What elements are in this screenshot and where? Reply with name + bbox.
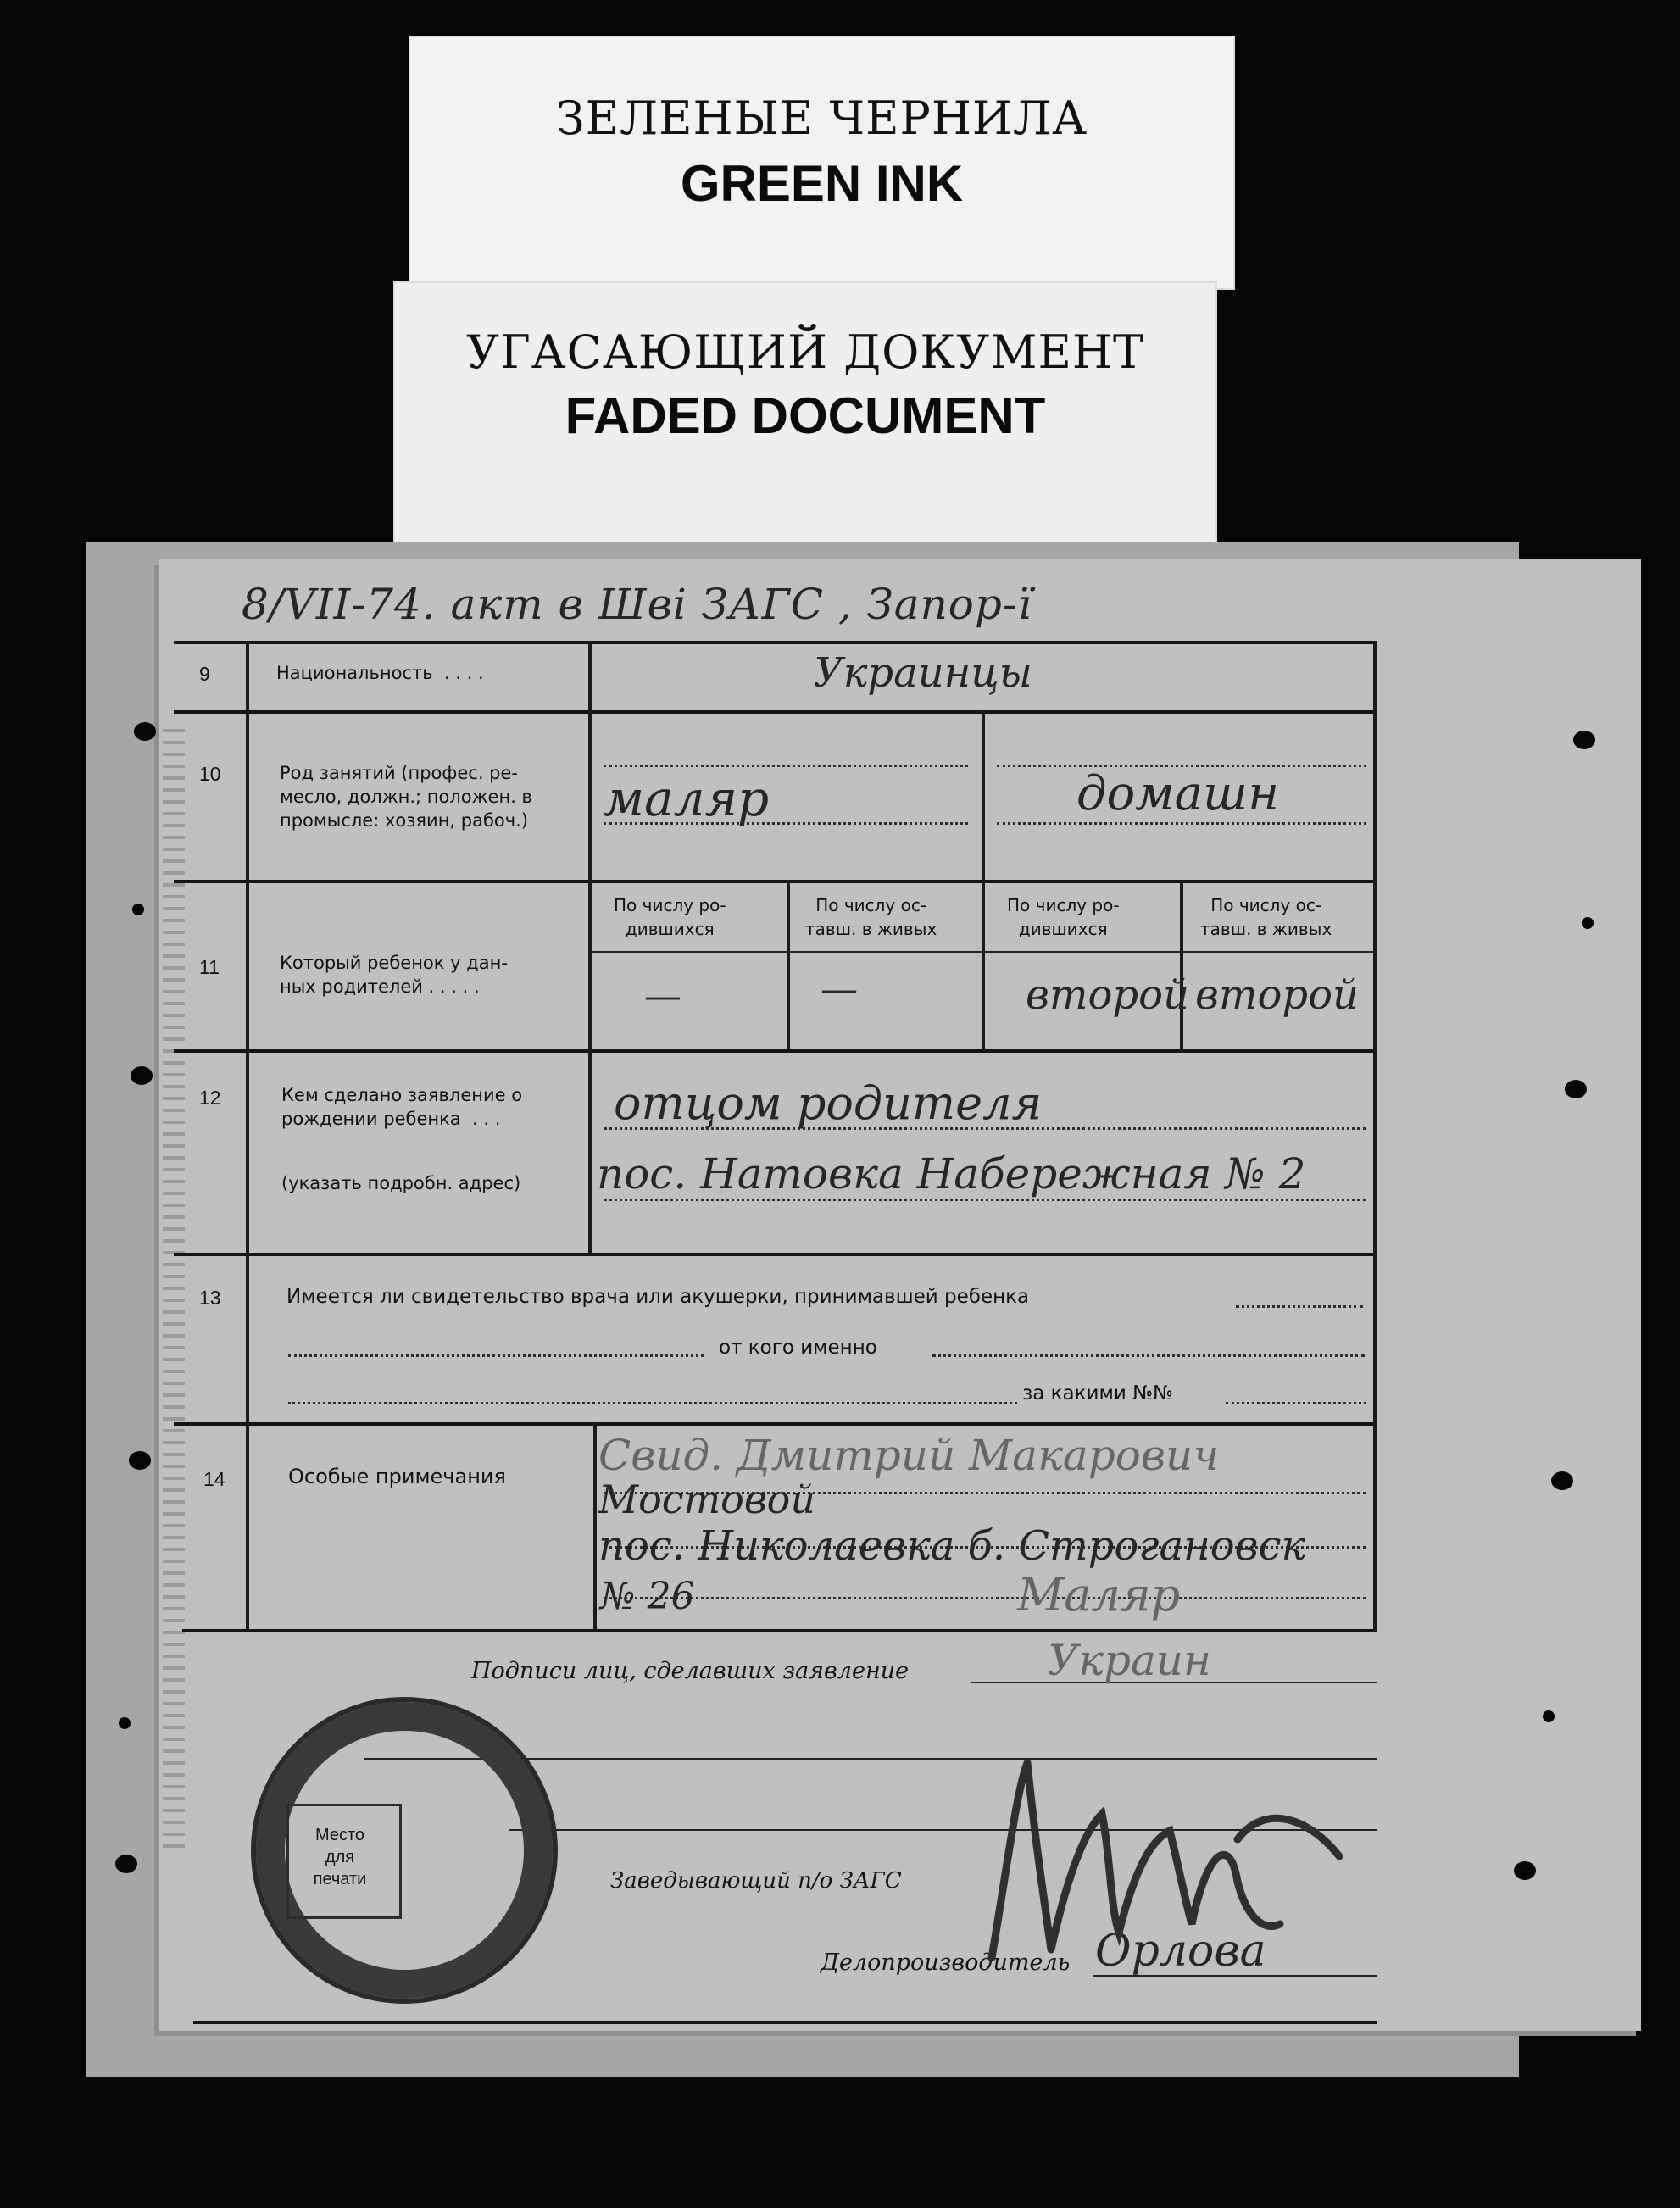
- registry-head-signature: [983, 1755, 1356, 1975]
- dotted-line: [288, 1402, 1017, 1404]
- table-col-rule: [982, 710, 985, 1049]
- binding-hole: [119, 1717, 131, 1729]
- table-rule: [174, 1049, 1376, 1053]
- father-surviving-value: —: [821, 968, 858, 1011]
- faded-document-label-card: [393, 281, 1217, 554]
- dotted-line: [932, 1354, 1365, 1357]
- row-number: 14: [203, 1468, 225, 1490]
- dotted-line: [997, 822, 1366, 825]
- dotted-line: [1236, 1305, 1363, 1308]
- table-col-rule: [1373, 641, 1377, 1631]
- handwritten-header-note: 8/VII-74. акт в Шві ЗАГС , Запор-ї: [242, 580, 1032, 629]
- faded-document-ru: УГАСАЮЩИЙ ДОКУМЕНТ: [465, 325, 1145, 379]
- table-rule: [174, 1253, 1376, 1256]
- special-notes-label: Особые примечания: [288, 1465, 506, 1488]
- green-ink-en: GREEN INK: [680, 155, 964, 212]
- registry-head-label: Заведывающий п/о ЗАГС: [610, 1868, 902, 1894]
- binding-hole: [1582, 917, 1594, 929]
- address-label: (указать подробн. адрес): [281, 1173, 521, 1193]
- table-rule: [182, 1629, 1377, 1632]
- dotted-line: [288, 1354, 704, 1357]
- dotted-line: [1226, 1402, 1366, 1404]
- clerk-signature: Орлова: [1095, 1926, 1266, 1977]
- binding-hole: [1514, 1861, 1536, 1880]
- certificate-numbers-label: за какими №№: [1022, 1382, 1173, 1404]
- row-number: 13: [199, 1287, 221, 1309]
- dotted-line: [604, 1597, 1366, 1599]
- row-number: 10: [199, 763, 221, 785]
- declarant-signatures-label: Подписи лиц, сделавших заявление: [471, 1658, 910, 1684]
- clerk-label: Делопроизводитель: [821, 1949, 1071, 1976]
- binding-hole: [129, 1451, 151, 1470]
- table-rule: [174, 710, 1376, 714]
- green-ink-label-card: [409, 36, 1235, 290]
- doctor-certificate-question: Имеется ли свидетельство врача или акушерки, принимавшей ребенка: [286, 1286, 1030, 1308]
- binding-hole: [1543, 1710, 1555, 1722]
- special-notes-line: Мостовой: [598, 1477, 815, 1522]
- special-notes-line: пос. Николаевка б. Строгановск: [598, 1522, 1306, 1570]
- nationality-value: Украинцы: [814, 649, 1032, 697]
- table-col-rule: [246, 641, 249, 1631]
- father-born-value: —: [644, 975, 681, 1018]
- binding-hole: [1565, 1080, 1587, 1098]
- nationality-label: Национальность . . . .: [276, 663, 484, 683]
- declarant-signature: Украин: [1048, 1636, 1211, 1685]
- table-col-rule: [787, 880, 790, 1049]
- stamp-place-text: Место для печати: [313, 1826, 367, 1888]
- table-rule: [174, 880, 1376, 883]
- binding-hole: [1573, 731, 1595, 749]
- binding-hole: [134, 722, 156, 741]
- from-whom-label: от кого именно: [719, 1337, 877, 1359]
- surviving-count-header: По числу ос- тавш. в живых: [1200, 895, 1332, 939]
- table-rule: [174, 1422, 1376, 1426]
- row-number: 9: [199, 663, 210, 685]
- faded-document-en: FADED DOCUMENT: [565, 387, 1046, 444]
- father-occupation-value: маляр: [604, 770, 770, 827]
- binding-hole: [131, 1066, 153, 1085]
- born-count-header: По числу ро- дившихся: [1007, 895, 1120, 939]
- dotted-line: [604, 1199, 1366, 1201]
- header-rule: [592, 951, 1373, 953]
- surviving-count-header: По числу ос- тавш. в живых: [805, 895, 937, 939]
- child-order-label: Который ребенок у дан- ных родителей . . . . .: [280, 953, 508, 997]
- special-notes-signature: Маляр: [1017, 1568, 1181, 1621]
- binding-hole: [132, 904, 144, 915]
- special-notes-line: № 26: [600, 1575, 695, 1618]
- mother-born-value: второй: [1026, 971, 1189, 1019]
- dotted-line: [604, 765, 968, 767]
- green-ink-ru: ЗЕЛЕНЫЕ ЧЕРНИЛА: [556, 92, 1088, 145]
- table-col-rule: [588, 641, 592, 1253]
- binding-hole: [1551, 1471, 1573, 1490]
- declarant-address-value: пос. Натовка Набережная № 2: [597, 1149, 1306, 1199]
- row-number: 12: [199, 1087, 221, 1109]
- table-col-rule: [593, 1422, 597, 1629]
- table-rule: [174, 641, 1376, 644]
- declarant-value: отцом родителя: [614, 1076, 1043, 1130]
- declarant-label: Кем сделано заявление о рождении ребенка . . .: [281, 1085, 523, 1129]
- table-rule: [193, 2021, 1377, 2024]
- special-notes-line: Свид. Дмитрий Макарович: [598, 1431, 1220, 1480]
- binding-hole: [115, 1855, 137, 1873]
- table-col-rule: [1180, 880, 1183, 1049]
- mother-surviving-value: второй: [1195, 971, 1359, 1019]
- born-count-header: По числу ро- дившихся: [614, 895, 726, 939]
- row-number: 11: [199, 956, 220, 978]
- perforated-edge: [163, 720, 185, 1856]
- mother-occupation-value: домашн: [1076, 766, 1279, 821]
- occupation-label: Род занятий (профес. ре- месло, должн.; положен. в промысле: хозяин, рабоч.): [280, 763, 532, 831]
